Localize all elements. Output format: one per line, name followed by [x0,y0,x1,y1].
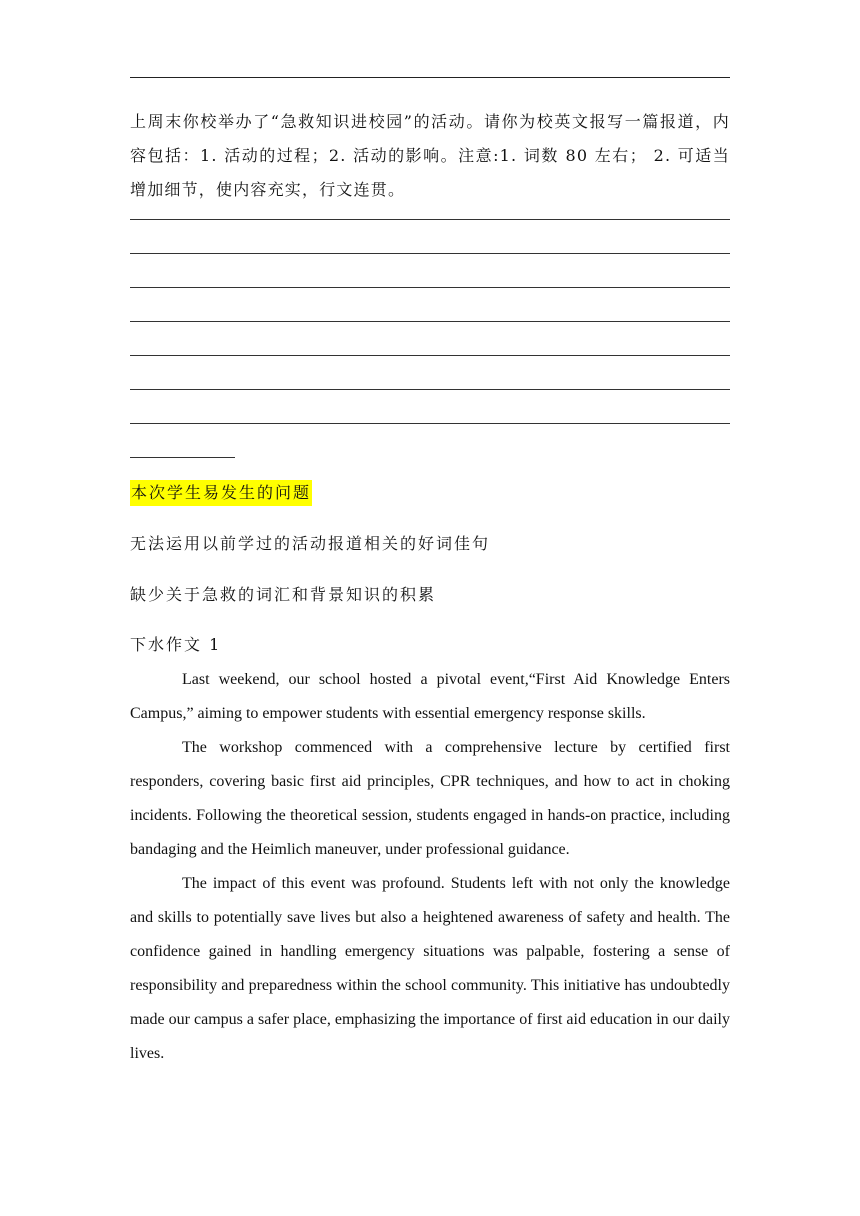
problem-item: 缺少关于急救的词汇和背景知识的积累 [130,585,437,604]
essay-title: 下水作文 1 [130,635,222,654]
model-essay [130,663,730,1071]
writing-prompt: 上周末你校举办了“急救知识进校园”的活动。请你为校英文报写一篇报道，内容包括：1. 活动的过程；2. 活动的影响。注意:1. 词数 80 左右； 2. 可适当增加细节，使内容充实，行文连贯。 [130,112,730,199]
answer-line [130,321,730,322]
essay-paragraph: The workshop commenced with a comprehensive lecture by certified first responders, covering basic first aid principles, CPR techniques, and how to act in choking incidents. Following the theoretical session, students engaged in hands-on practice, including bandaging and the Heimlich maneuver, under professional guidance. [130,739,730,858]
document-page [130,0,730,1216]
answer-line [130,219,730,220]
problems-heading: 本次学生易发生的问题 [130,480,312,506]
answer-line [130,389,730,390]
answer-line-end [130,457,235,458]
essay-paragraph: Last weekend, our school hosted a pivotal event,“First Aid Knowledge Enters Campus,” aiming to empower students with essential emergency response skills. [130,671,730,722]
header-rule [130,77,730,78]
essay-paragraph: The impact of this event was profound. Students left with not only the knowledge and skills to potentially save lives but also a heightened awareness of safety and health. The confidence gained in handling emergency situations was palpable, fostering a sense of responsibility and preparedness within the school community. This initiative has undoubtedly made our campus a safer place, emphasizing the importance of first aid education in our daily lives. [130,875,730,1062]
answer-line [130,423,730,424]
answer-line [130,355,730,356]
answer-line [130,253,730,254]
answer-line [130,287,730,288]
problem-item: 无法运用以前学过的活动报道相关的好词佳句 [130,534,491,553]
